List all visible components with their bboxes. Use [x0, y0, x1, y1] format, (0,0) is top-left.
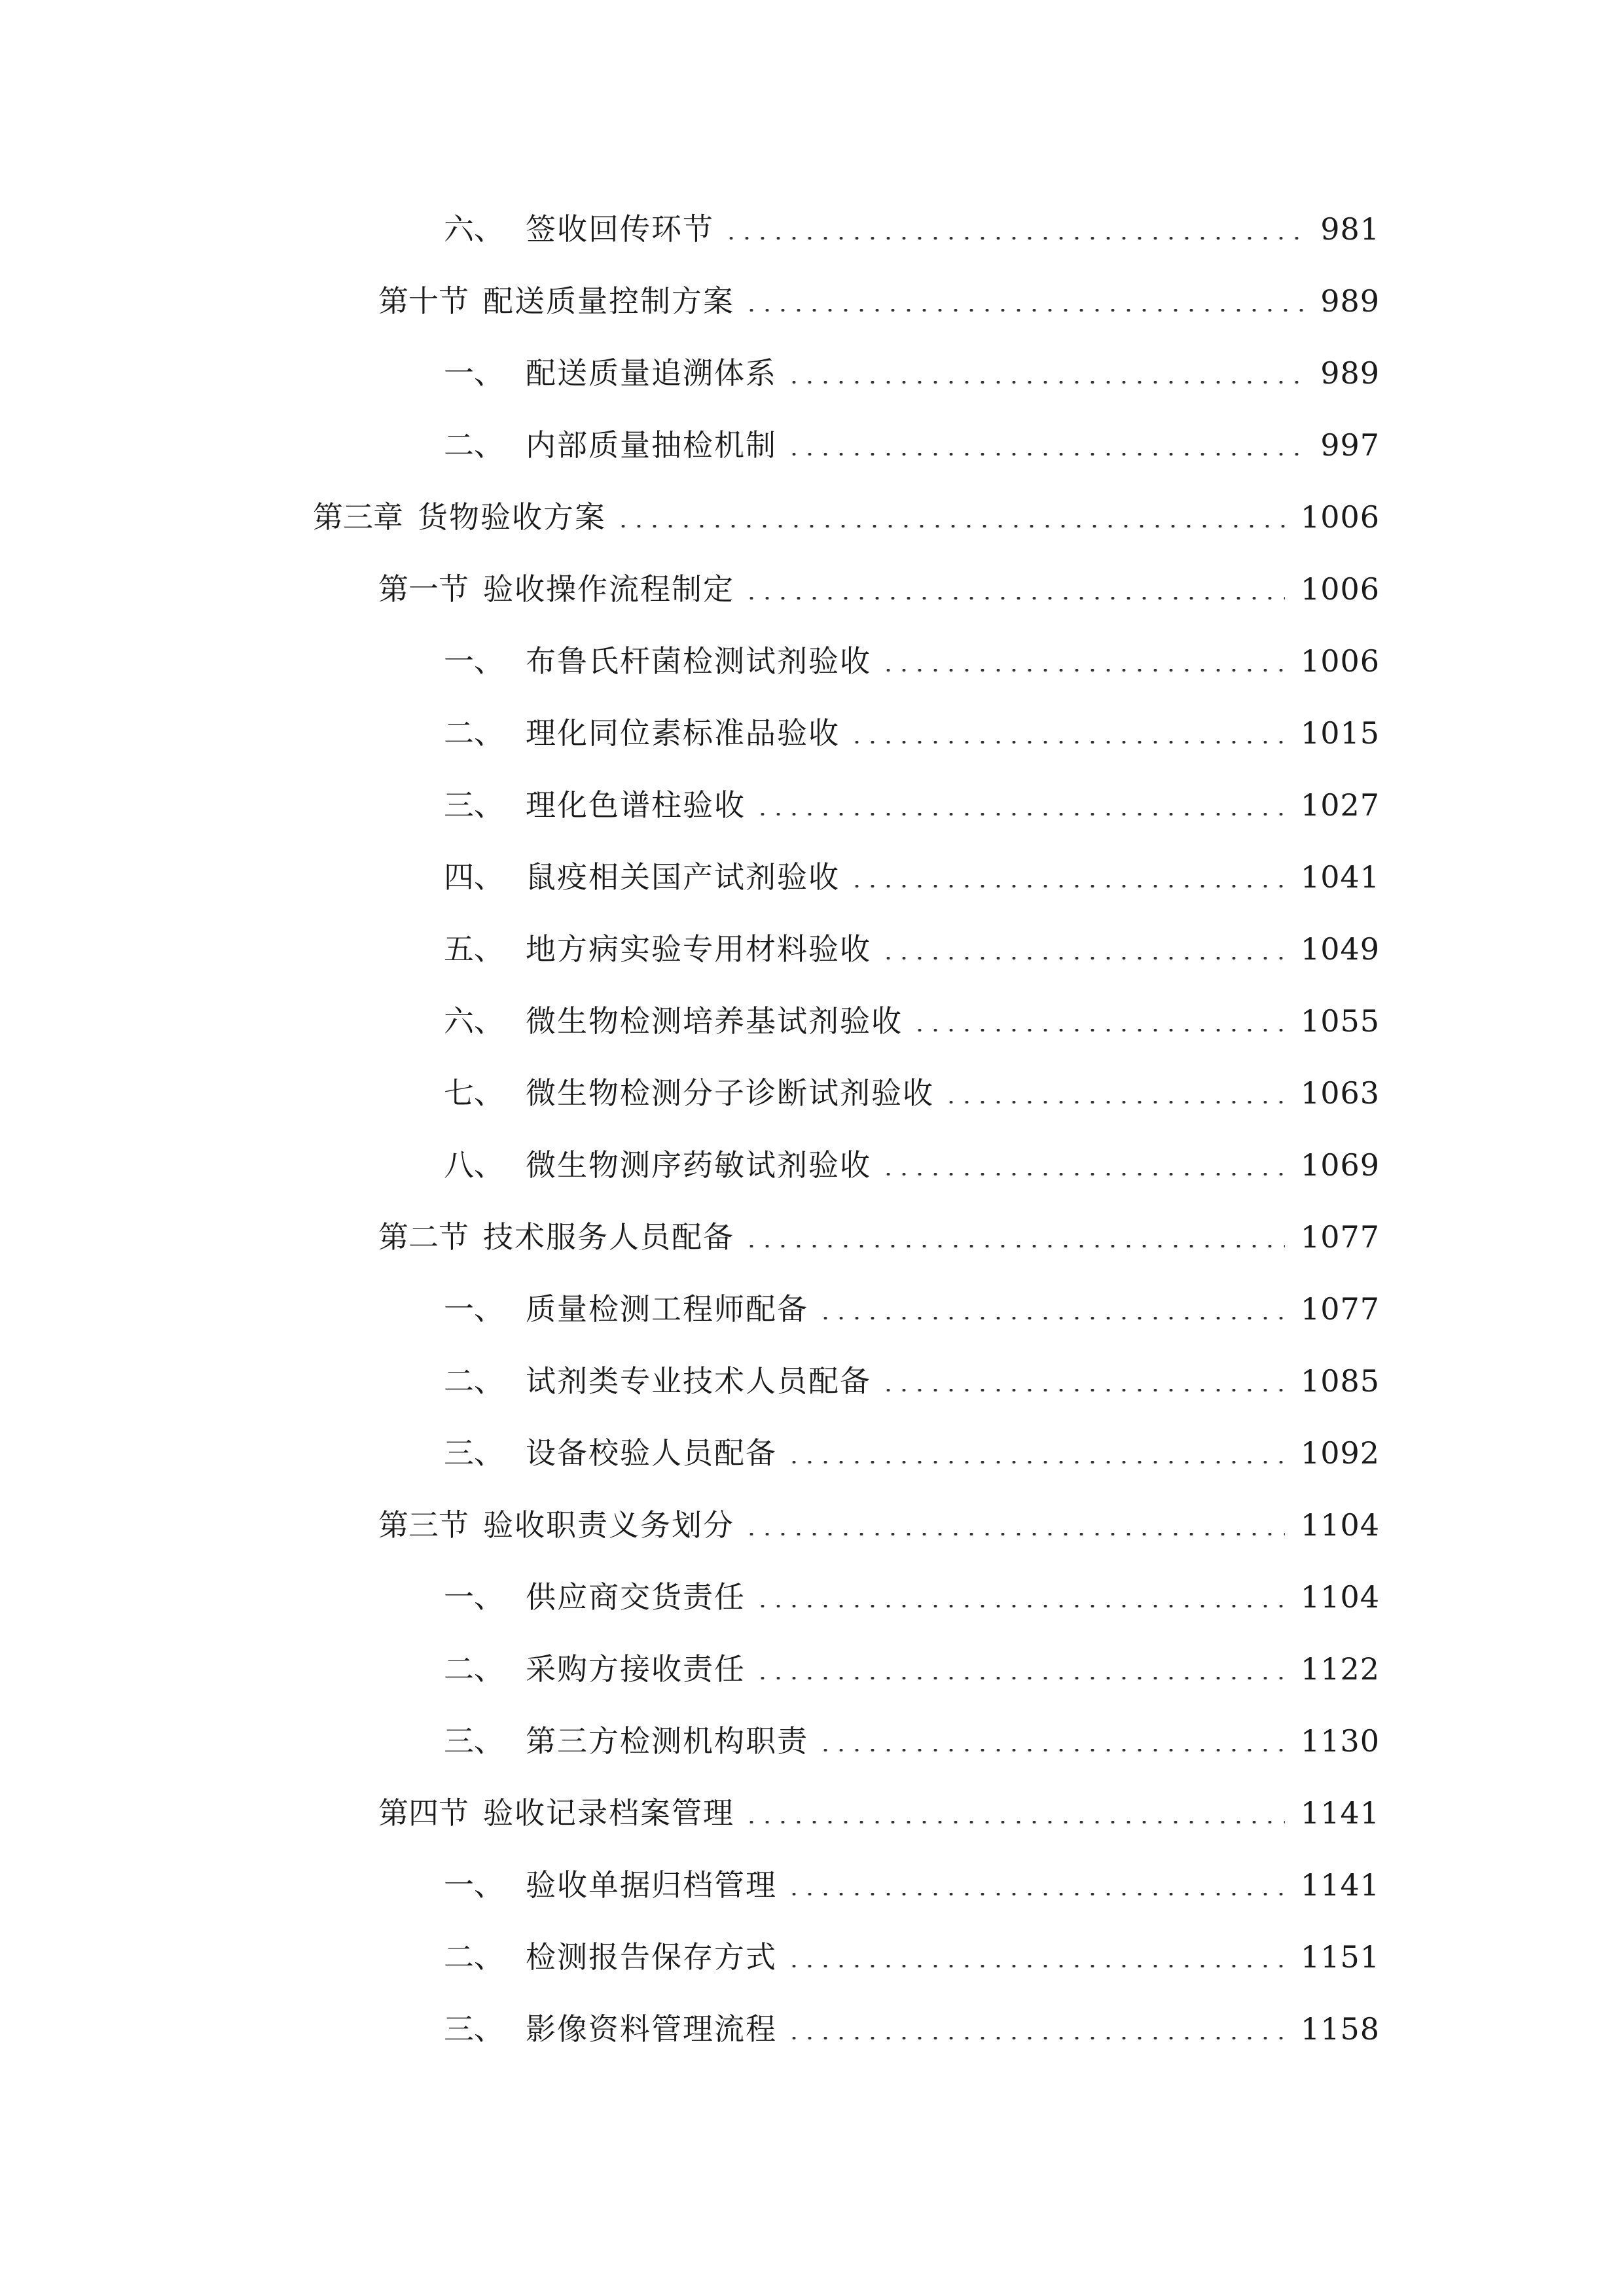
toc-entry[interactable]	[378, 1787, 1380, 1839]
toc-entry-number: 六、	[444, 1003, 504, 1039]
toc-entry[interactable]	[444, 1355, 1380, 1407]
dot-leader	[744, 1533, 1285, 1535]
toc-entry-title: 设备校验人员配备	[526, 1435, 777, 1471]
toc-entry-title: 试剂类专业技术人员配备	[526, 1363, 871, 1399]
toc-entry-number: 八、	[444, 1147, 504, 1183]
dot-leader	[912, 1029, 1285, 1031]
toc-entry-title: 第三方检测机构职责	[526, 1723, 808, 1759]
toc-entry[interactable]	[444, 1139, 1380, 1191]
toc-entry-page: 1049	[1300, 931, 1380, 967]
toc-entry-page: 1141	[1300, 1795, 1380, 1831]
toc-entry-page: 1015	[1300, 715, 1380, 751]
toc-entry-page: 1063	[1300, 1075, 1380, 1111]
toc-entry-number: 一、	[444, 355, 504, 391]
toc-entry-number: 五、	[444, 931, 504, 967]
toc-entry[interactable]	[444, 203, 1380, 255]
toc-entry-page: 1141	[1300, 1867, 1380, 1903]
dot-leader	[849, 885, 1285, 888]
toc-entry-number: 二、	[444, 1651, 504, 1687]
dot-leader	[943, 1101, 1285, 1103]
toc-entry[interactable]	[444, 1571, 1380, 1623]
toc-entry-title: 地方病实验专用材料验收	[526, 931, 871, 967]
toc-entry-title: 验收职责义务划分	[483, 1507, 734, 1543]
toc-entry-number: 七、	[444, 1075, 504, 1111]
toc-entry-page: 989	[1320, 283, 1380, 319]
dot-leader	[744, 1821, 1285, 1823]
dot-leader	[818, 1749, 1285, 1751]
toc-entry[interactable]	[378, 563, 1380, 615]
toc-entry-title: 微生物检测培养基试剂验收	[526, 1003, 903, 1039]
toc-entry-page: 1077	[1300, 1291, 1380, 1327]
dot-leader	[744, 597, 1285, 600]
toc-entry-number: 第四节	[378, 1795, 469, 1831]
toc-entry-page: 1006	[1300, 571, 1380, 607]
toc-entry-number: 四、	[444, 859, 504, 895]
dot-leader	[755, 1677, 1285, 1679]
toc-entry-page: 1006	[1300, 499, 1380, 535]
toc-entry-title: 鼠疫相关国产试剂验收	[526, 859, 840, 895]
toc-entry-title: 内部质量抽检机制	[526, 427, 777, 463]
toc-entry-title: 检测报告保存方式	[526, 1939, 777, 1975]
dot-leader	[786, 2037, 1285, 2039]
toc-entry-page: 1041	[1300, 859, 1380, 895]
toc-entry[interactable]	[444, 1427, 1380, 1479]
toc-entry-title: 验收记录档案管理	[483, 1795, 734, 1831]
toc-entry-page: 1085	[1300, 1363, 1380, 1399]
toc-entry-number: 三、	[444, 2011, 504, 2047]
toc-entry-number: 六、	[444, 211, 504, 247]
dot-leader	[755, 1605, 1285, 1607]
toc-entry[interactable]	[444, 1931, 1380, 1983]
toc-entry[interactable]	[444, 1859, 1380, 1911]
toc-entry-title: 布鲁氏杆菌检测试剂验收	[526, 643, 871, 679]
toc-entry-title: 采购方接收责任	[526, 1651, 746, 1687]
toc-entry[interactable]	[313, 491, 1380, 543]
toc-entry[interactable]	[444, 635, 1380, 687]
toc-entry-number: 第三节	[378, 1507, 469, 1543]
toc-entry-title: 配送质量控制方案	[483, 283, 734, 319]
toc-entry[interactable]	[444, 1067, 1380, 1119]
toc-entry-title: 技术服务人员配备	[483, 1219, 734, 1255]
toc-entry-title: 理化同位素标准品验收	[526, 715, 840, 751]
toc-entry-page: 1006	[1300, 643, 1380, 679]
toc-entry-number: 第一节	[378, 571, 469, 607]
toc-entry[interactable]	[378, 1499, 1380, 1551]
toc-entry[interactable]	[444, 347, 1380, 399]
toc-entry[interactable]	[444, 779, 1380, 831]
dot-leader	[786, 1893, 1285, 1895]
toc-entry-page: 981	[1320, 211, 1380, 247]
dot-leader	[744, 1245, 1285, 1247]
toc-entry-page: 1130	[1300, 1723, 1380, 1759]
toc-entry-number: 一、	[444, 643, 504, 679]
toc-entry[interactable]	[444, 1643, 1380, 1695]
toc-entry-number: 三、	[444, 1435, 504, 1471]
toc-entry-number: 二、	[444, 1363, 504, 1399]
toc-entry-number: 三、	[444, 787, 504, 823]
toc-entry-title: 质量检测工程师配备	[526, 1291, 808, 1327]
toc-entry-number: 二、	[444, 715, 504, 751]
dot-leader	[723, 237, 1305, 240]
dot-leader	[615, 525, 1285, 528]
toc-entry-page: 1104	[1300, 1507, 1380, 1543]
toc-entry-page: 1092	[1300, 1435, 1380, 1471]
toc-entry-title: 微生物测序药敏试剂验收	[526, 1147, 871, 1183]
toc-entry-title: 供应商交货责任	[526, 1579, 746, 1615]
toc-entry-number: 二、	[444, 1939, 504, 1975]
dot-leader	[880, 669, 1285, 672]
toc-entry[interactable]	[444, 995, 1380, 1047]
dot-leader	[880, 957, 1285, 960]
toc-entry[interactable]	[444, 1283, 1380, 1335]
toc-entry[interactable]	[444, 851, 1380, 903]
dot-leader	[786, 1965, 1285, 1967]
toc-entry-title: 影像资料管理流程	[526, 2011, 777, 2047]
dot-leader	[786, 381, 1305, 384]
toc-entry-page: 1104	[1300, 1579, 1380, 1615]
dot-leader	[755, 813, 1285, 816]
toc-entry-page: 989	[1320, 355, 1380, 391]
toc-entry-title: 配送质量追溯体系	[526, 355, 777, 391]
toc-entry[interactable]	[378, 1211, 1380, 1263]
toc-entry-number: 第二节	[378, 1219, 469, 1255]
toc-entry-title: 签收回传环节	[526, 211, 714, 247]
toc-entry-page: 997	[1320, 427, 1380, 463]
toc-entry-title: 验收操作流程制定	[483, 571, 734, 607]
toc-entry-page: 1077	[1300, 1219, 1380, 1255]
toc-entry[interactable]	[444, 707, 1380, 759]
dot-leader	[849, 741, 1285, 744]
toc-entry-page: 1122	[1300, 1651, 1380, 1687]
dot-leader	[786, 453, 1305, 456]
dot-leader	[818, 1317, 1285, 1319]
toc-entry-number: 第十节	[378, 283, 469, 319]
toc-entry-page: 1027	[1300, 787, 1380, 823]
toc-entry-number: 二、	[444, 427, 504, 463]
toc-entry-page: 1069	[1300, 1147, 1380, 1183]
toc-entry-page: 1055	[1300, 1003, 1380, 1039]
toc-entry-number: 三、	[444, 1723, 504, 1759]
toc-entry-number: 一、	[444, 1291, 504, 1327]
dot-leader	[786, 1461, 1285, 1463]
toc-entry[interactable]	[444, 923, 1380, 975]
toc-entry-title: 微生物检测分子诊断试剂验收	[526, 1075, 934, 1111]
toc-entry[interactable]	[444, 419, 1380, 471]
dot-leader	[744, 309, 1305, 312]
dot-leader	[880, 1173, 1285, 1175]
toc-entry-number: 一、	[444, 1867, 504, 1903]
toc-entry-page: 1151	[1300, 1939, 1380, 1975]
toc-entry-title: 货物验收方案	[418, 499, 606, 535]
toc-entry-page: 1158	[1300, 2011, 1380, 2047]
toc-entry-title: 理化色谱柱验收	[526, 787, 746, 823]
toc-entry[interactable]	[444, 2003, 1380, 2055]
toc-entry-title: 验收单据归档管理	[526, 1867, 777, 1903]
toc-entry-number: 一、	[444, 1579, 504, 1615]
toc-entry[interactable]	[378, 275, 1380, 327]
dot-leader	[880, 1389, 1285, 1391]
toc-entry[interactable]	[444, 1715, 1380, 1767]
toc-entry-number: 第三章	[313, 499, 403, 535]
